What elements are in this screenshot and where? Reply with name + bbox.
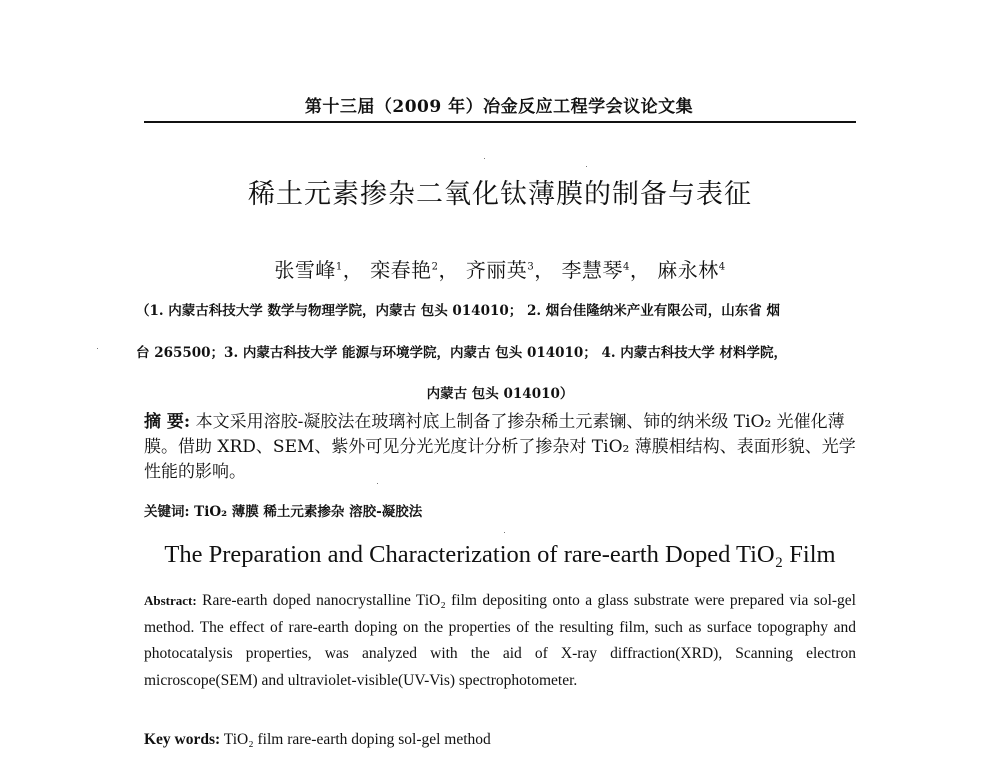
author-separator: ， [629,258,651,282]
author-separator: ， [534,258,555,282]
scan-speck [97,348,98,349]
author-affil-sup: 4 [718,261,726,273]
english-abstract-label: Abstract: [144,593,197,608]
author-separator: ， [342,258,364,282]
author-list [144,254,856,283]
affiliation-line: 台 265500；3. 内蒙古科技大学 能源与环境学院，内蒙古 包头 014010； 4. 内蒙古科技大学 材料学院， [136,345,788,361]
author-name: 李慧琴 [561,258,624,282]
english-abstract [144,588,856,694]
scan-speck [377,483,378,484]
english-abstract-text: Rare-earth doped nanocrystalline TiO₂ film depositing onto a glass substrate were prepared via sol-gel method. The effect of rare-earth doping on the properties of the resulting film, such as surface topography and photocatalysis properties, was analyzed with the aid of X-ray diffraction(XRD), Scanning electron microscope(SEM) and ultraviolet-visible(UV-Vis) spectrophotometer. [144,592,856,689]
author-affil-sup: 3 [527,261,535,273]
affiliation-line: （1. 内蒙古科技大学 数学与物理学院，内蒙古 包头 014010； 2. 烟台佳隆纳米产业有限公司，山东省 烟 [136,303,780,319]
english-keywords-text: TiO₂ film rare-earth doping sol-gel method [220,731,491,748]
chinese-abstract [144,410,856,485]
scan-speck [504,532,505,533]
author-name: 栾春艳 [370,258,432,282]
author-name: 麻永林 [657,258,719,282]
author-name: 张雪峰 [274,258,336,282]
english-title: The Preparation and Characterization of rare-earth Doped TiO₂ Film [164,541,836,568]
author-name: 齐丽英 [465,258,528,282]
chinese-abstract-text: 本文采用溶胶-凝胶法在玻璃衬底上制备了掺杂稀土元素镧、铈的纳米级 TiO₂ 光催化薄膜。借助 XRD、SEM、紫外可见分光光度计分析了掺杂对 TiO₂ 薄膜相结构、表面形貌、光学性能的影响。 [144,412,856,482]
author-separator: ， [438,258,459,282]
scan-speck [484,158,485,159]
affiliation-line: 内蒙古 包头 014010） [426,386,574,402]
chinese-keywords [144,500,856,520]
english-keywords [144,731,856,749]
scan-speck [586,166,587,167]
english-keywords-label: Key words: [144,731,221,748]
chinese-keywords-text: TiO₂ 薄膜 稀土元素掺杂 溶胶-凝胶法 [189,504,423,520]
author-affil-sup: 1 [335,261,343,273]
chinese-keywords-label: 关键词: [144,504,190,520]
author-affil-sup: 4 [623,261,630,273]
header-rule [144,121,856,123]
proceedings-header: 第十三届（2009 年）冶金反应工程学会议论文集 [304,97,694,117]
chinese-title: 稀土元素掺杂二氧化钛薄膜的制备与表征 [248,179,752,210]
chinese-abstract-label: 摘 要: [144,412,191,432]
author-affil-sup: 2 [431,261,439,273]
